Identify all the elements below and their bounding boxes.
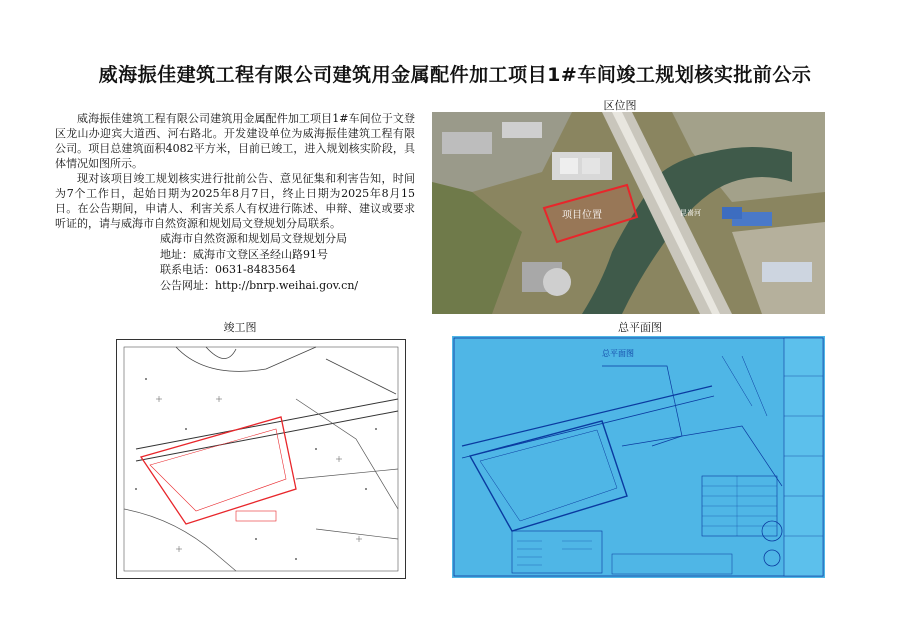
site-plan-blueprint [452, 336, 825, 578]
contact-address: 地址：威海市文登区圣经山路91号 [160, 247, 328, 261]
contact-website[interactable]: 公告网址：http://bnrp.weihai.gov.cn/ [160, 278, 359, 292]
completion-drawing [116, 339, 406, 579]
page-title: 威海振佳建筑工程有限公司建筑用金属配件加工项目1#车间竣工规划核实批前公示 [98, 64, 812, 86]
notice-text [55, 111, 415, 231]
contact-org: 威海市自然资源和规划局文登规划分局 [160, 232, 347, 245]
location-satellite-map [432, 112, 825, 314]
river-label: 昆嵛河 [680, 209, 701, 217]
notice-paragraph-2: 现对该项目竣工规划核实进行批前公告、意见征集和利害告知，时间为7个工作日，起始日期为2025年8月7日，终止日期为2025年8月15日。在公告期间，申请人、利害关系人有权进行陈述、申辩、建议或要求听证的，请与威海市自然资源和规划局文登规划分局联系。 [55, 172, 415, 230]
completion-map-caption: 竣工图 [223, 321, 257, 334]
contact-phone: 联系电话：0631-8483564 [160, 263, 296, 276]
site-plan-header: 总平面图 [602, 349, 634, 358]
notice-paragraph-1: 威海振佳建筑工程有限公司建筑用金属配件加工项目1#车间位于文登区龙山办迎宾大道西、河右路北。开发建设单位为威海振佳建筑工程有限公司。项目总建筑面积4082平方米，目前已竣工，进入规划核实阶段，具体情况如图所示。 [55, 112, 415, 170]
location-map-caption: 区位图 [603, 99, 637, 112]
site-location-label: 项目位置 [562, 210, 602, 221]
contact-block [160, 231, 420, 293]
site-plan-caption: 总平面图 [618, 321, 662, 334]
